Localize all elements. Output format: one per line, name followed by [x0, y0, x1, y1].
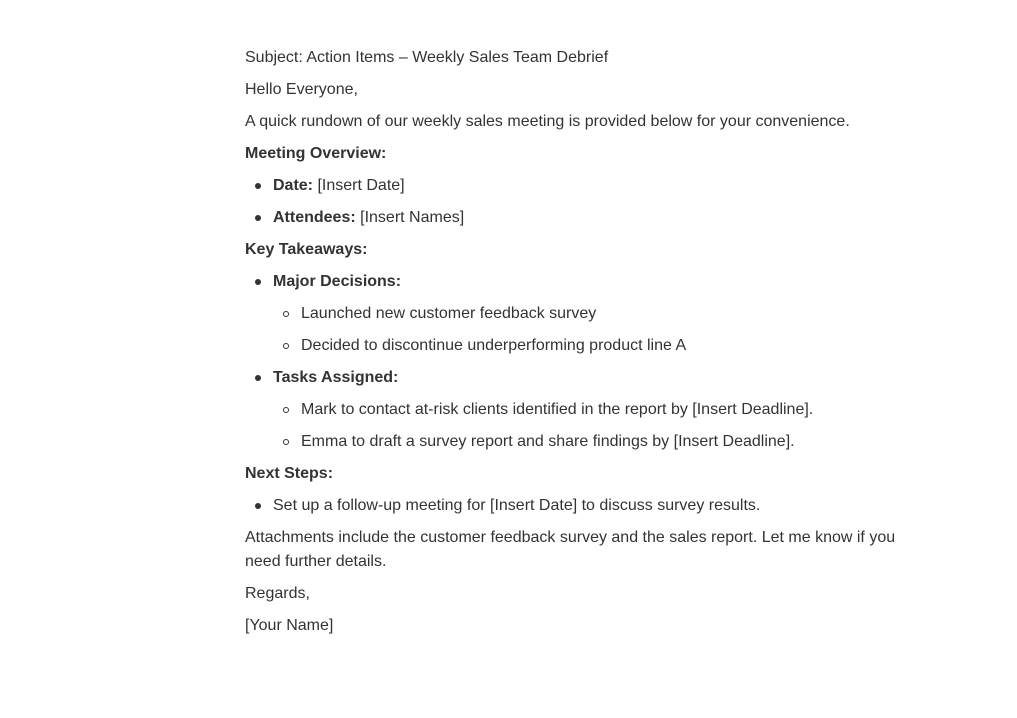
- sublist-item: Emma to draft a survey report and share findings by [Insert Deadline].: [273, 430, 917, 454]
- list-item: [245, 206, 917, 230]
- email-closing: Regards,: [245, 585, 310, 602]
- email-body: [245, 46, 917, 646]
- key-takeaways-heading: Key Takeaways:: [245, 241, 368, 258]
- major-decisions-label: Major Decisions:: [273, 273, 402, 290]
- email-signature: [Your Name]: [245, 617, 334, 634]
- meeting-overview-heading: Meeting Overview:: [245, 145, 387, 162]
- list-item: Set up a follow-up meeting for [Insert Date] to discuss survey results.: [245, 494, 917, 518]
- sublist-item: Decided to discontinue underperforming product line A: [273, 334, 917, 358]
- list-item: [245, 366, 917, 454]
- attachments-note: Attachments include the customer feedback survey and the sales report. Let me know if you need further details.: [245, 529, 896, 570]
- attendees-label: Attendees:: [273, 209, 356, 226]
- date-value: [Insert Date]: [313, 177, 405, 194]
- email-greeting: Hello Everyone,: [245, 81, 358, 98]
- sublist-item: Mark to contact at-risk clients identified in the report by [Insert Deadline].: [273, 398, 917, 422]
- meeting-overview-list: [245, 174, 917, 230]
- next-steps-list: [245, 494, 917, 518]
- next-steps-heading: Next Steps:: [245, 465, 334, 482]
- tasks-sublist: [273, 398, 917, 454]
- tasks-assigned-label: Tasks Assigned:: [273, 369, 399, 386]
- key-takeaways-list: [245, 270, 917, 454]
- list-item: [245, 270, 917, 358]
- sublist-item: Launched new customer feedback survey: [273, 302, 917, 326]
- list-item: [245, 174, 917, 198]
- attendees-value: [Insert Names]: [355, 209, 465, 226]
- date-label: Date:: [273, 177, 314, 194]
- email-subject: Subject: Action Items – Weekly Sales Team Debrief: [245, 49, 609, 66]
- decisions-sublist: [273, 302, 917, 358]
- email-intro: A quick rundown of our weekly sales meeting is provided below for your convenience.: [245, 113, 850, 130]
